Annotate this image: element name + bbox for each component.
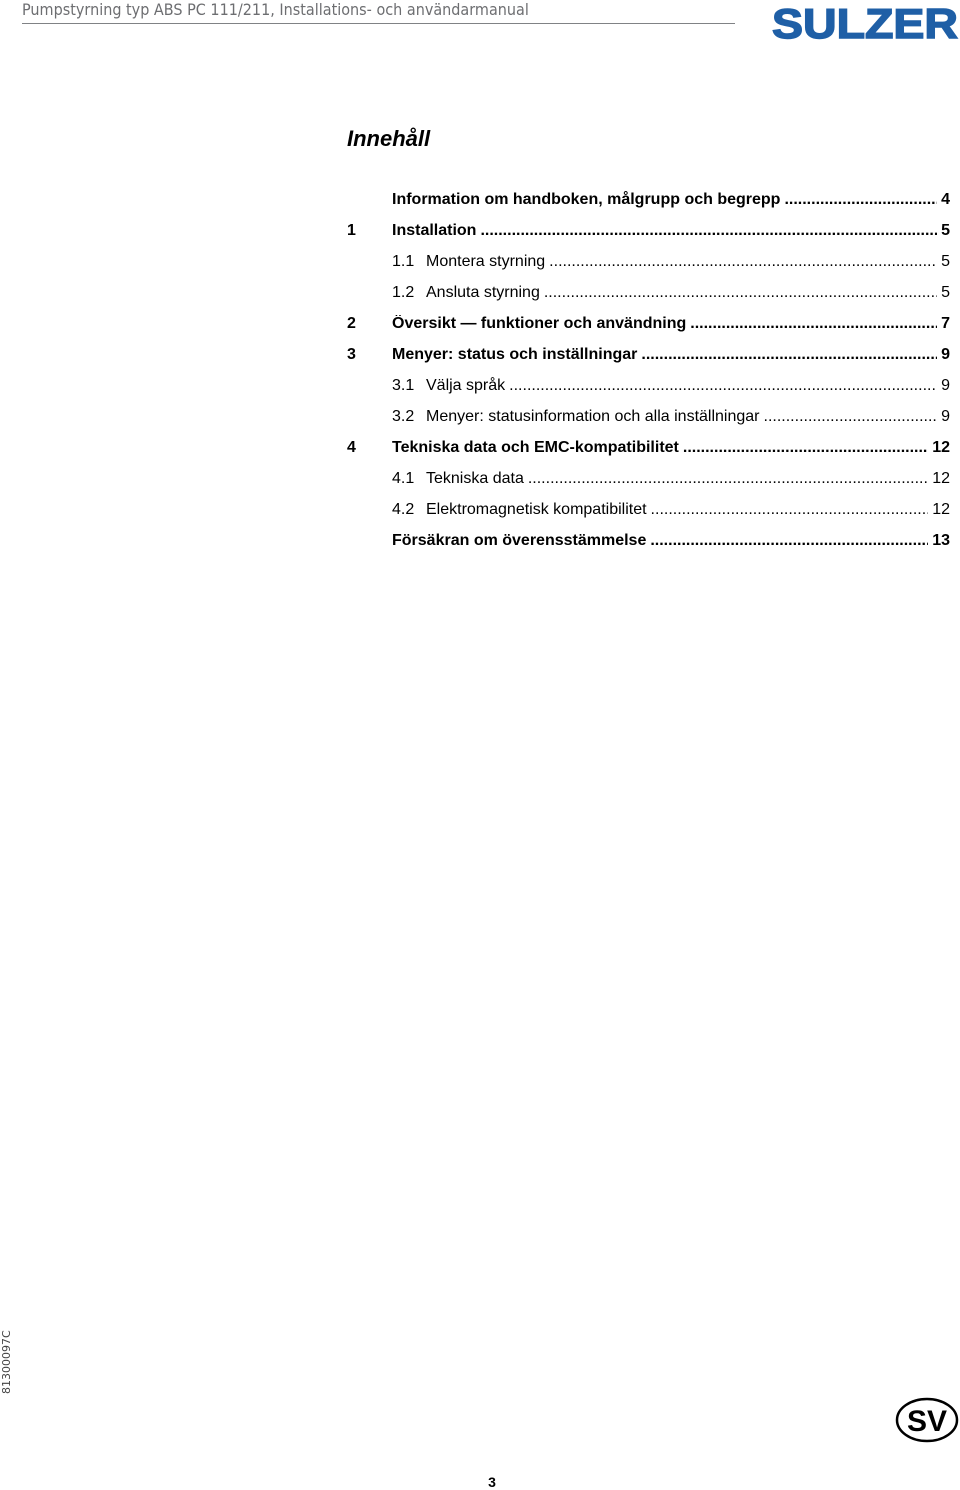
toc-entry-page: 4: [941, 190, 950, 208]
toc-entry[interactable]: [347, 215, 950, 246]
toc-entry-title: Försäkran om överensstämmelse: [392, 531, 647, 549]
toc-entry-page: 12: [932, 438, 950, 456]
toc-heading: Innehåll: [347, 126, 431, 151]
toc-entry-title: Översikt — funktioner och användning: [392, 314, 687, 332]
toc-entry-page: 9: [941, 407, 950, 425]
toc-entry-title: Elektromagnetisk kompatibilitet: [426, 500, 647, 518]
language-badge-label: SV: [906, 1405, 948, 1438]
toc-entry[interactable]: [347, 308, 950, 339]
toc-leader-dots: [650, 532, 928, 550]
toc-entry-subnumber: 3.2: [392, 407, 415, 425]
toc-entry-title: Ansluta styrning: [426, 283, 540, 301]
language-badge: [895, 1397, 959, 1448]
toc-entry-title: Tekniska data: [426, 469, 524, 487]
toc-leader-dots: [683, 439, 928, 457]
toc-entry-title: Montera styrning: [426, 252, 546, 270]
toc-entry[interactable]: [347, 277, 950, 308]
toc-leader-dots: [641, 346, 937, 364]
document-code: 81300097C: [0, 1330, 13, 1394]
toc-leader-dots: [509, 377, 937, 395]
toc-entry-page: 5: [941, 252, 950, 270]
toc-entry[interactable]: [347, 494, 950, 525]
toc-entry-subnumber: 1.1: [392, 252, 415, 270]
toc-entry-title: Installation: [392, 221, 477, 239]
toc-entry[interactable]: [347, 339, 950, 370]
sulzer-logo: [772, 6, 960, 47]
toc-entry-title: Menyer: status och inställningar: [392, 345, 638, 363]
toc-entry-page: 13: [932, 531, 950, 549]
header-divider: [22, 23, 735, 24]
toc-leader-dots: [549, 253, 937, 271]
toc-entry-page: 12: [932, 469, 950, 487]
toc-entry-page: 5: [941, 283, 950, 301]
document-title: Pumpstyrning typ ABS PC 111/211, Installations- och användarmanual: [22, 0, 529, 19]
toc-leader-dots: [544, 284, 937, 302]
toc-entry-title: Välja språk: [426, 376, 506, 394]
svg-text:SULZER: SULZER: [772, 6, 958, 42]
toc-entry-page: 9: [941, 345, 950, 363]
toc-entry[interactable]: [347, 525, 950, 556]
toc-entry-page: 5: [941, 221, 950, 239]
toc-entry[interactable]: [347, 184, 950, 215]
toc-entry-subnumber: 1.2: [392, 283, 415, 301]
toc-leader-dots: [764, 408, 938, 426]
toc-leader-dots: [784, 191, 937, 209]
toc-entry-page: 9: [941, 376, 950, 394]
toc-entry-title: Menyer: statusinformation och alla inställningar: [426, 407, 760, 425]
toc-leader-dots: [690, 315, 937, 333]
toc-entry[interactable]: [347, 370, 950, 401]
toc-entry-page: 7: [941, 314, 950, 332]
toc-entry-page: 12: [932, 500, 950, 518]
toc-leader-dots: [528, 470, 928, 488]
toc-entry-subnumber: 4.2: [392, 500, 415, 518]
toc-leader-dots: [480, 222, 937, 240]
toc-entry-number: 1: [347, 221, 356, 239]
toc-entry-number: 2: [347, 314, 356, 332]
toc-entry[interactable]: [347, 432, 950, 463]
toc-leader-dots: [651, 501, 929, 519]
toc-entry[interactable]: [347, 463, 950, 494]
toc-entry[interactable]: [347, 246, 950, 277]
toc-entry-subnumber: 3.1: [392, 376, 415, 394]
toc-entry[interactable]: [347, 401, 950, 432]
table-of-contents: [347, 184, 950, 556]
toc-entry-number: 4: [347, 438, 356, 456]
toc-entry-title: Information om handboken, målgrupp och begrepp: [392, 190, 781, 208]
toc-entry-number: 3: [347, 345, 356, 363]
toc-entry-title: Tekniska data och EMC-kompatibilitet: [392, 438, 679, 456]
toc-entry-subnumber: 4.1: [392, 469, 415, 487]
sulzer-logo-icon: [772, 6, 960, 42]
page-number: 3: [488, 1474, 496, 1490]
